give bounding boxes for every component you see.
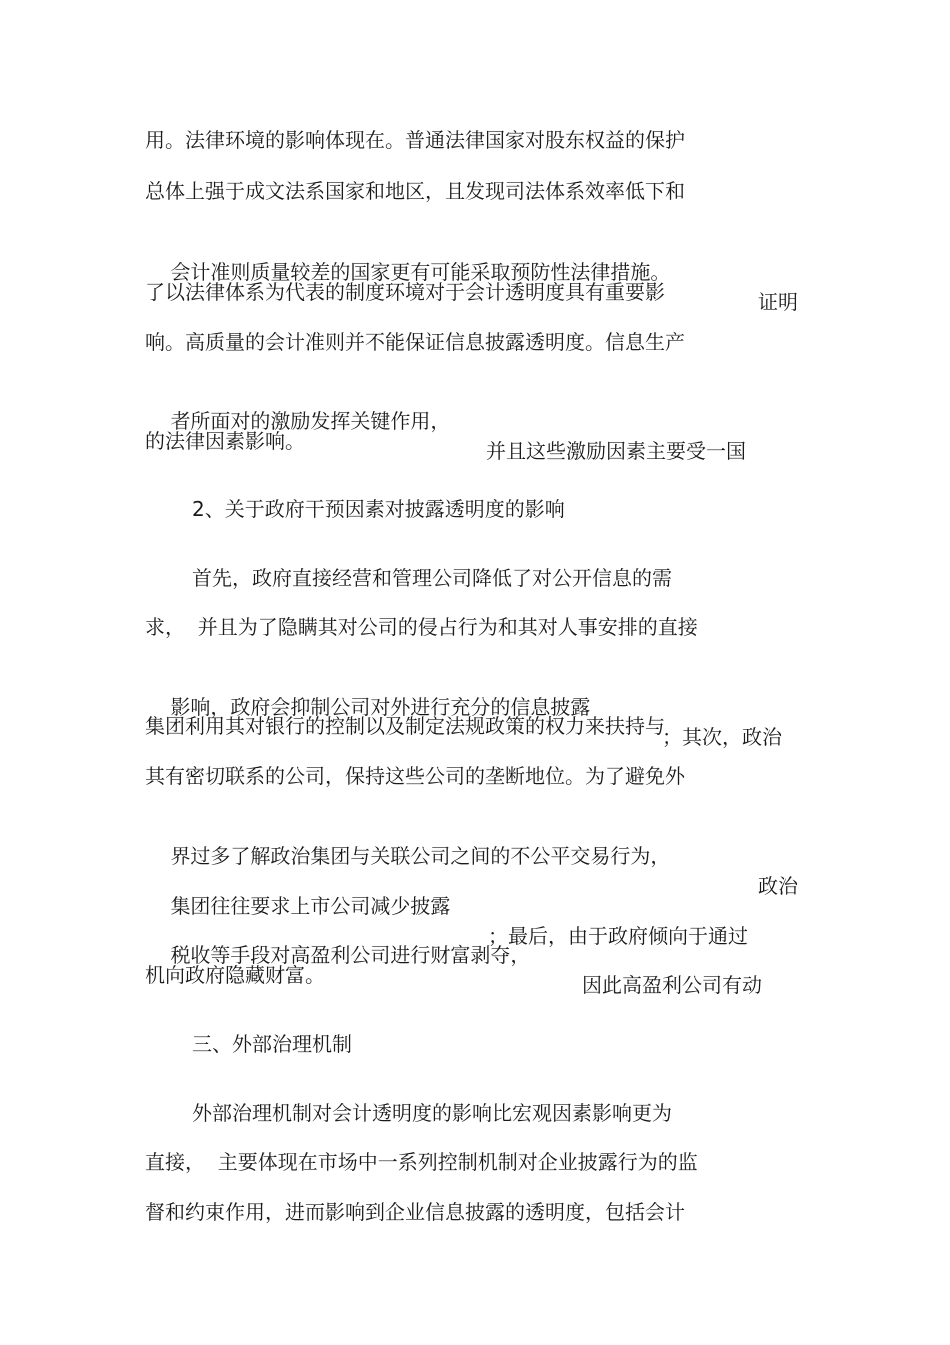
text-line: 求， 并且为了隐瞒其对公司的侵占行为和其对人事安排的直接 [145,615,698,639]
text-segment: ；最后，由于政府倾向于通过 [488,924,748,948]
text-line: 响。高质量的会计准则并不能保证信息披露透明度。信息生产 [145,330,685,354]
text-segment: 界过多了解政治集团与关联公司之间的不公平交易行为， [170,844,671,868]
text-line: 用。法律环境的影响体现在。普通法律国家对股东权益的保护 [145,128,685,152]
text-segment: 税收等手段对高盈利公司进行财富剥夺， [170,943,531,967]
text-segment: 证明 [758,290,798,314]
text-line [145,861,748,948]
text-line: 督和约束作用，进而影响到企业信息披露的透明度，包括会计 [145,1200,685,1224]
text-segment: 因此高盈利公司有动 [582,973,762,997]
text-segment: 影响，政府会抑制公司对外进行充分的信息披露 [170,695,591,719]
text-line: 了以法律体系为代表的制度环境对于会计透明度具有重要影 [145,280,665,304]
text-line [145,811,798,898]
text-line: 集团利用其对银行的控制以及制定法规政策的权力来扶持与 [145,714,665,738]
text-segment: 集团往往要求上市公司减少披露 [170,894,451,918]
text-line: 首先，政府直接经营和管理公司降低了对公开信息的需 [192,566,672,590]
text-line: 其有密切联系的公司，保持这些公司的垄断地位。为了避免外 [145,764,685,788]
text-segment: 政治 [758,874,798,898]
text-segment: 会计准则质量较差的国家更有可能采取预防性法律措施。 [170,260,671,284]
text-line: 外部治理机制对会计透明度的影响比宏观因素影响更为 [192,1101,672,1125]
text-segment: ；其次，政治 [662,725,782,749]
text-line: 的法律因素影响。 [145,429,305,453]
text-segment: 者所面对的激励发挥关键作用， [170,409,451,433]
text-line: 总体上强于成文法系国家和地区，且发现司法体系效率低下和 [145,179,685,203]
section-heading: 2、关于政府干预因素对披露透明度的影响 [192,497,565,521]
text-segment: 并且这些激励因素主要受一国 [486,439,746,463]
section-heading: 三、外部治理机制 [192,1032,352,1056]
text-line: 直接， 主要体现在市场中一系列控制机制对企业披露行为的监 [145,1150,698,1174]
text-line: 机向政府隐藏财富。 [145,963,325,987]
